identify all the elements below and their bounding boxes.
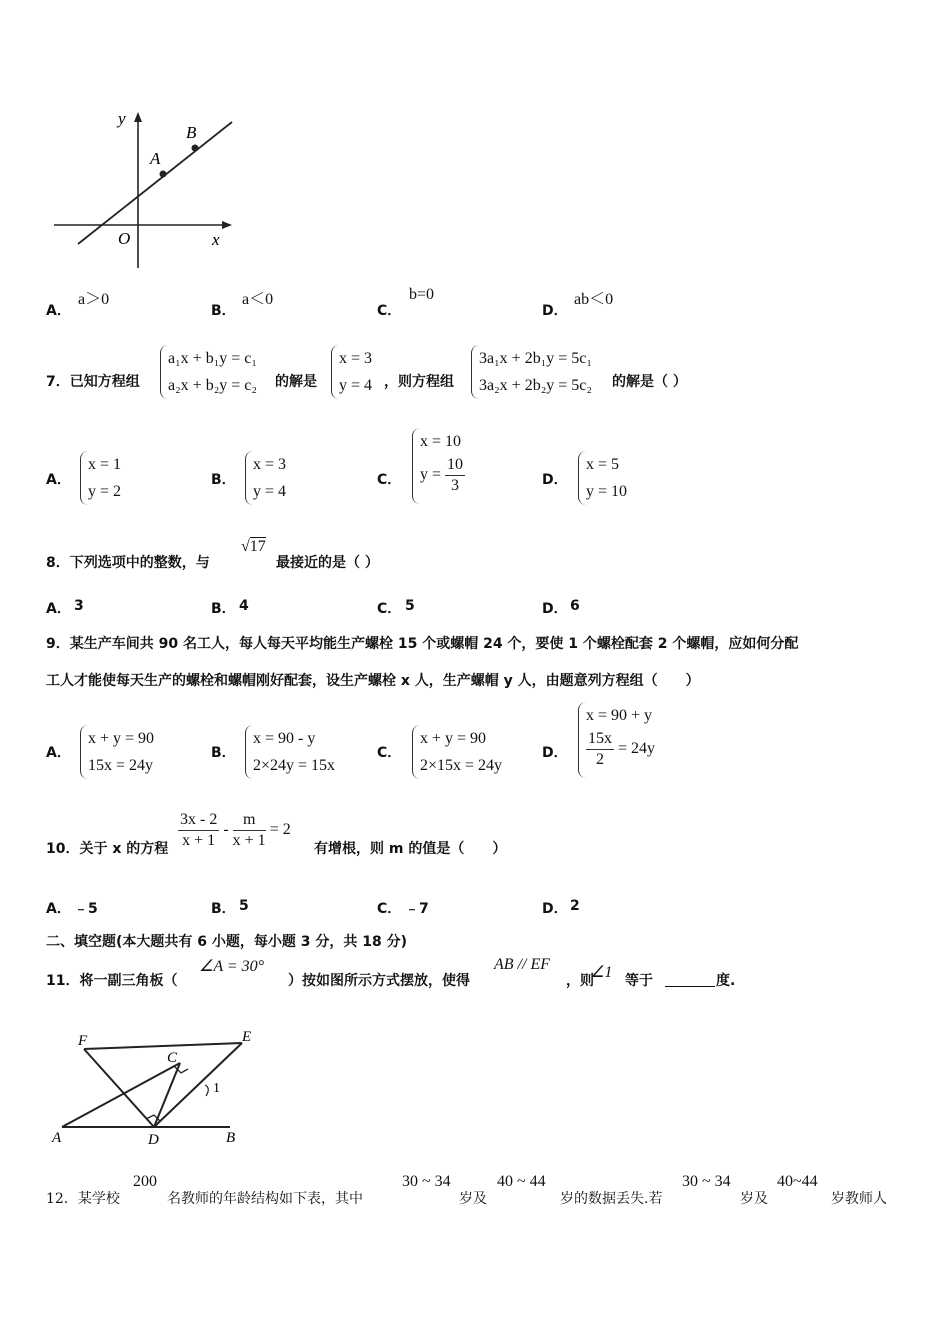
label-a: A (150, 149, 161, 168)
q12-part-3: 岁及 (459, 1191, 487, 1207)
q9-option-b-eq-1: x = 90 - y (253, 730, 316, 747)
q10-eq: = 2 (269, 821, 291, 839)
q9-option-d-eq-2 (586, 729, 655, 770)
q10-option-c-text: ﹣7 (405, 901, 429, 917)
q12-part-1: 12．某学校 (46, 1191, 120, 1207)
line-dc (154, 1063, 180, 1127)
fig-label-c: C (167, 1050, 178, 1066)
q7-end: 的解是（ ） (612, 374, 687, 390)
q7-option-d-eq-2: y = 10 (586, 483, 628, 500)
q7-option-c-letter: C． (377, 472, 402, 488)
label-o: O (118, 229, 131, 248)
q7-option-a-system (80, 451, 121, 505)
q7-system-3-eq-2: 3a₂x + 2b₂y = 5c₂ (479, 377, 592, 394)
q8-option-d-letter: D． (542, 601, 568, 617)
q7-option-b-letter: B． (211, 472, 236, 488)
q9-option-d-denominator: 2 (596, 751, 604, 768)
q11-part-2: ）按如图所示方式摆放，使得 (288, 973, 470, 989)
q12-part-6: 岁教师人 (831, 1191, 887, 1207)
q10-minus: - (223, 821, 229, 839)
q12-part-5: 岁及 (740, 1191, 768, 1207)
q9-option-a-eq-2: 15x = 24y (88, 757, 154, 774)
q8-option-b-text: 4 (239, 598, 249, 614)
q7-system-2 (331, 345, 372, 399)
fig-label-f: F (78, 1033, 88, 1049)
triangle-boards-figure (48, 1028, 268, 1150)
q8-option-b-letter: B． (211, 601, 236, 617)
fig-label-b: B (226, 1130, 236, 1146)
q10-option-b-text: 5 (239, 898, 249, 914)
q8-stem-post: 最接近的是（ ） (276, 555, 379, 571)
q6-option-d-text: ab＜0 (574, 291, 614, 308)
q8-radicand: 17 (249, 538, 266, 555)
q10-option-b-letter: B． (211, 901, 236, 917)
q10-fraction-2-den: x + 1 (232, 832, 266, 849)
q10-option-a-letter: A． (46, 901, 71, 917)
q8-option-a-letter: A． (46, 601, 71, 617)
q6-option-a-text: a＞0 (78, 291, 110, 308)
q7-system-3-eq-1: 3a₁x + 2b₁y = 5c₁ (479, 350, 592, 367)
q10-option-d-letter: D． (542, 901, 568, 917)
line-fd (84, 1049, 154, 1127)
q7-system-1 (160, 345, 257, 399)
q7-option-c-system (412, 428, 465, 504)
q9-option-b-letter: B． (211, 745, 236, 761)
q9-option-d-eq-2-post: = 24y (618, 740, 656, 758)
point-a (160, 171, 167, 178)
q11-part-5: 度. (716, 973, 736, 989)
q12-part-4: 岁的数据丢失.若 (560, 1191, 663, 1207)
q10-fraction-1-den: x + 1 (182, 832, 216, 849)
q8-option-c-letter: C． (377, 601, 402, 617)
angle-1-arc-icon (205, 1085, 208, 1096)
q7-option-c-eq-2 (420, 455, 465, 496)
q10-fraction-1 (178, 810, 219, 851)
q7-system-2-eq-2: y = 4 (339, 377, 373, 394)
q7-option-a-eq-2: y = 2 (88, 483, 122, 500)
line-fe (84, 1043, 242, 1049)
q7-option-c-fraction (445, 455, 465, 496)
q7-system-1-eq-1: a₁x + b₁y = c₁ (168, 350, 257, 367)
q6-option-c-text: b=0 (409, 286, 435, 303)
q7-option-d-eq-1: x = 5 (586, 456, 620, 473)
q7-system-1-eq-2: a₂x + b₂y = c₂ (168, 377, 257, 394)
q7-option-b-eq-1: x = 3 (253, 456, 287, 473)
q9-option-c-eq-1: x + y = 90 (420, 730, 487, 747)
q7-option-a-eq-1: x = 1 (88, 456, 122, 473)
q11-parallel: AB // EF (494, 956, 550, 973)
q7-option-b-eq-2: y = 4 (253, 483, 287, 500)
q11-answer-blank[interactable] (665, 972, 715, 987)
q6-option-b-letter: B． (211, 303, 236, 319)
q7-system-3 (471, 345, 592, 399)
q10-equation (178, 810, 291, 851)
y-axis-arrow-icon (134, 112, 142, 122)
q9-line-1: 9．某生产车间共 90 名工人，每人每天平均能生产螺栓 15 个或螺帽 24 个，要使 1 个螺栓配套 2 个螺帽，应如何分配 (46, 636, 799, 652)
q9-option-a-letter: A． (46, 745, 71, 761)
q7-option-c-numerator: 10 (445, 455, 465, 476)
q7-option-a-letter: A． (46, 472, 71, 488)
q12-number: 200 (133, 1173, 157, 1190)
q9-option-c-system (412, 725, 502, 779)
q7-option-c-eq-1: x = 10 (420, 433, 462, 450)
q10-stem-pre: 10．关于 x 的方程 (46, 841, 169, 857)
q9-option-c-eq-2: 2×15x = 24y (420, 757, 503, 774)
q11-part-1: 11．将一副三角板（ (46, 973, 178, 989)
q12-range-1: 30 ~ 34 (402, 1173, 451, 1190)
q12-range-3: 30 ~ 34 (682, 1173, 731, 1190)
q7-option-c-denominator: 3 (451, 477, 460, 494)
q7-mid: 的解是 (275, 374, 317, 390)
q7-system-2-eq-1: x = 3 (339, 350, 373, 367)
q10-option-d-text: 2 (570, 898, 580, 914)
line-graph-figure (50, 108, 240, 273)
q11-angle-a: ∠A = 30° (199, 958, 265, 975)
q12-part-2: 名教师的年龄结构如下表，其中 (167, 1191, 363, 1207)
q9-option-c-letter: C． (377, 745, 402, 761)
fig-label-d: D (148, 1132, 159, 1148)
label-b: B (186, 123, 197, 142)
fig-label-1: 1 (213, 1081, 220, 1096)
q10-stem-post: 有增根，则 m 的值是（ ） (314, 841, 507, 857)
q9-option-d-letter: D． (542, 745, 568, 761)
q9-option-d-numerator: 15x (586, 729, 614, 750)
q9-option-d-system (578, 702, 655, 778)
q12-range-2: 40 ~ 44 (497, 1173, 546, 1190)
label-x: x (212, 230, 220, 249)
q7-option-c-eq-2-pre: y = (420, 466, 442, 484)
q8-option-c-text: 5 (405, 598, 415, 614)
fig-label-a: A (52, 1130, 62, 1146)
q8-option-a-text: 3 (74, 598, 84, 614)
q9-option-a-eq-1: x + y = 90 (88, 730, 155, 747)
q7-mid2: ，则方程组 (384, 374, 454, 390)
q9-option-b-system (245, 725, 335, 779)
line-ac (62, 1063, 180, 1127)
q7-stem-pre: 7．已知方程组 (46, 374, 140, 390)
q7-option-d-system (578, 451, 627, 505)
q6-option-b-text: a＜0 (242, 291, 274, 308)
q9-option-d-eq-1: x = 90 + y (586, 707, 653, 724)
q10-option-a-text: ﹣5 (74, 901, 98, 917)
q9-option-a-system (80, 725, 154, 779)
q9-option-b-eq-2: 2×24y = 15x (253, 757, 336, 774)
q9-line-2: 工人才能使每天生产的螺栓和螺帽刚好配套，设生产螺栓 x 人，生产螺帽 y 人，由题意列方程组（ ） (46, 673, 700, 689)
q8-stem-pre: 8．下列选项中的整数，与 (46, 555, 210, 571)
q10-fraction-2 (233, 810, 266, 851)
q12-range-4: 40~44 (777, 1173, 818, 1190)
q6-option-c-letter: C． (377, 303, 402, 319)
q8-sqrt: √17 (241, 538, 266, 555)
label-y: y (118, 109, 126, 128)
q10-option-c-letter: C． (377, 901, 402, 917)
q11-part-3: ，则 (566, 973, 594, 989)
q10-fraction-1-num: 3x - 2 (178, 810, 219, 831)
q7-option-d-letter: D． (542, 472, 568, 488)
q11-part-4: 等于 (625, 973, 653, 989)
q6-option-a-letter: A． (46, 303, 71, 319)
q9-option-d-fraction (586, 729, 614, 770)
q7-option-b-system (245, 451, 286, 505)
q6-option-d-letter: D． (542, 303, 568, 319)
x-axis-arrow-icon (222, 221, 232, 229)
fig-label-e: E (242, 1029, 252, 1045)
q8-option-d-text: 6 (570, 598, 580, 614)
section-2-heading: 二、填空题(本大题共有 6 小题，每小题 3 分，共 18 分) (46, 934, 408, 950)
q11-angle-1: ∠1 (590, 964, 613, 981)
q10-fraction-2-num: m (233, 810, 266, 831)
point-b (192, 145, 199, 152)
